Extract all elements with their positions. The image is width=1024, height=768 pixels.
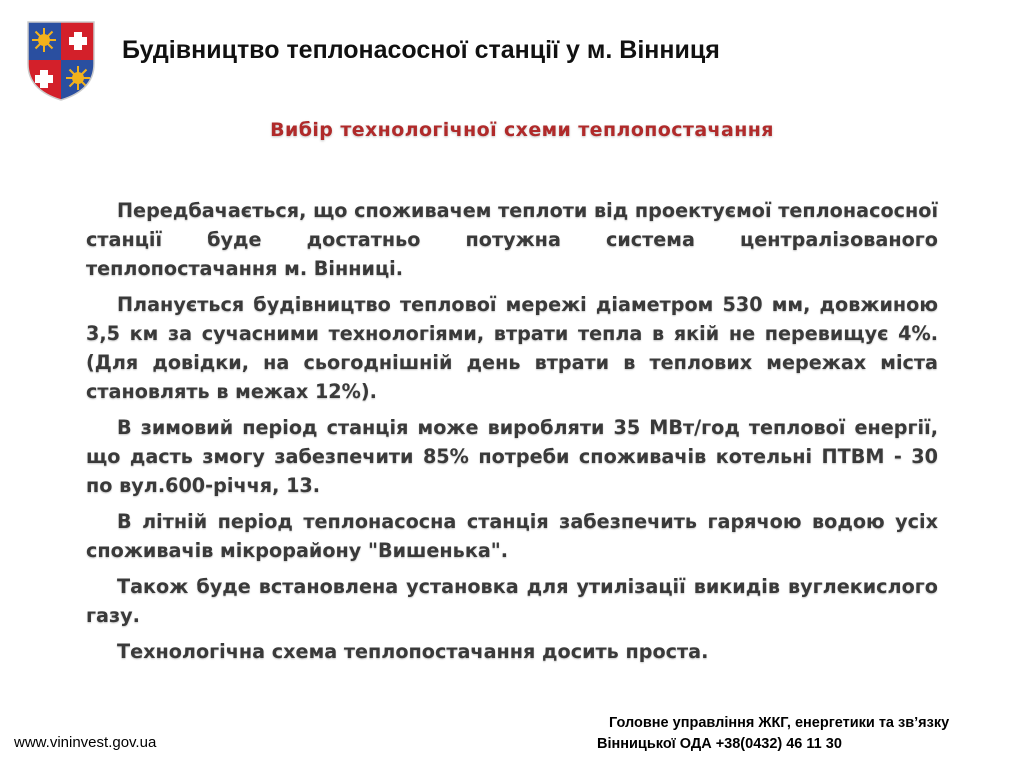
- page-title: Будівництво теплонасосної станції у м. Вінниця: [122, 36, 720, 64]
- coat-of-arms-emblem: [26, 20, 96, 102]
- paragraph-consumer: Передбачається, що споживачем теплоти від проектуємої теплонасосної станції буде достатньо потужна система централізованого теплопостачання м. Вінниці.: [86, 199, 939, 280]
- paragraph-heat-network: Планується будівництво теплової мережі діаметром 530 мм, довжиною 3,5 км за сучасними технологіями, втрати тепла в якій не перевищує 4%. (Для довідки, на сьогоднішній день втрати в теплових мережах міста становлять в межах 12%).: [86, 293, 938, 403]
- footer-org-line-2: Вінницької ОДА +38(0432) 46 11 30: [597, 736, 842, 752]
- slide-body: [86, 196, 938, 673]
- paragraph-winter-period: В зимовий період станція може виробляти 35 МВт/год теплової енергії, що дасть змогу забезпечити 85% потреби споживачів котельні ПТВМ - 30 по вул.600-річчя, 13.: [86, 416, 938, 497]
- paragraph-summer-period: В літній період теплонасосна станція забезпечить гарячою водою усіх споживачів мікрорайону "Вишенька".: [86, 510, 938, 562]
- paragraph-co2-utilization: Також буде встановлена установка для утилізації викидів вуглекислого газу.: [86, 575, 938, 627]
- paragraph-scheme-simple: Технологічна схема теплопостачання досить проста.: [117, 640, 709, 663]
- slide-subtitle: Вибір технологічної схеми теплопостачання: [270, 119, 774, 141]
- footer-org-line-1: Головне управління ЖКГ, енергетики та зв’язку: [609, 715, 950, 731]
- footer-website-link[interactable]: www.vininvest.gov.ua: [14, 734, 157, 751]
- footer-organization: [597, 713, 949, 755]
